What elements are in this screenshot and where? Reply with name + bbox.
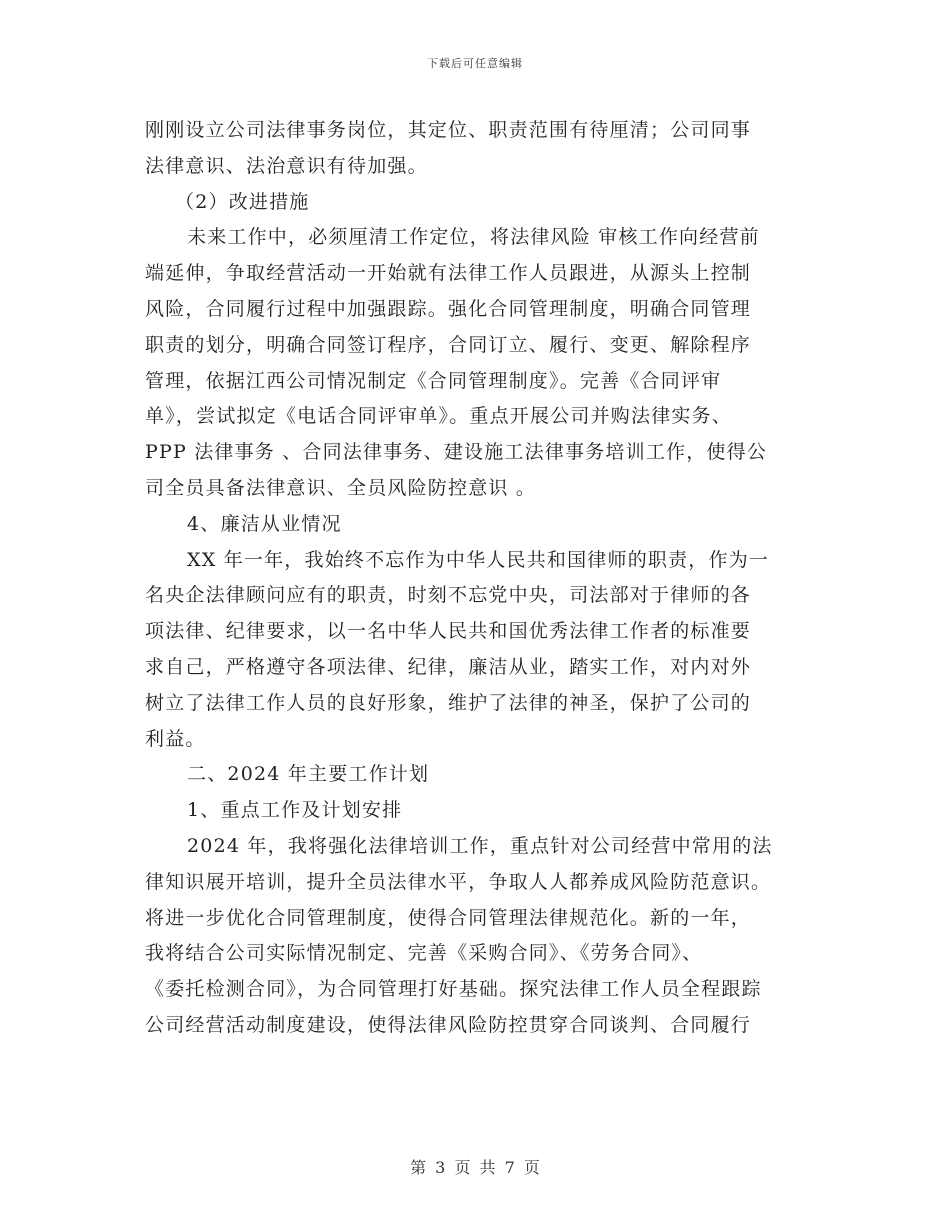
paragraph-line: 我将结合公司实际情况制定、完善《采购合同》、《劳务合同》、: [145, 942, 703, 965]
paragraph-line: 司全员具备法律意识、全员风险防控意识 。: [145, 476, 537, 499]
subsection-heading: （2）改进措施: [175, 190, 310, 213]
paragraph-line: 职责的划分，明确合同签订程序，合同订立、履行、变更、解除程序: [145, 333, 752, 356]
paragraph-line: 刚刚设立公司法律事务岗位，其定位、职责范围有待厘清；公司同事: [145, 119, 752, 141]
section-heading: 1、重点工作及计划安排: [187, 799, 403, 822]
section-heading: 二、2024 年主要工作计划: [187, 763, 430, 786]
page-header: 下载后可任意编辑: [427, 57, 523, 70]
paragraph-line: 端延伸，争取经营活动一开始就有法律工作人员跟进，从源头上控制: [145, 262, 752, 285]
paragraph-line: 未来工作中，必须厘清工作定位，将法律风险 审核工作向经营前: [187, 226, 760, 249]
paragraph-line: 单》，尝试拟定《电话合同评审单》。重点开展公司并购法律实务、: [145, 405, 733, 428]
paragraph-line: 法律意识、法治意识有待加强。: [145, 154, 428, 177]
paragraph-line: 树立了法律工作人员的良好形象，维护了法律的神圣，保护了公司的: [145, 691, 752, 714]
paragraph-line: 《委托检测合同》，为合同管理打好基础。探究法律工作人员全程跟踪: [145, 978, 762, 1001]
section-heading: 4、廉洁从业情况: [187, 512, 342, 535]
paragraph-line: 名央企法律顾问应有的职责，时刻不忘党中央，司法部对于律师的各: [145, 584, 752, 607]
paragraph-line: 律知识展开培训，提升全员法律水平，争取人人都养成风险防范意识。: [145, 870, 772, 893]
paragraph-line: 将进一步优化合同管理制度，使得合同管理法律规范化。新的一年，: [145, 906, 752, 929]
page-number-footer: 第 3 页 共 7 页: [410, 1158, 540, 1177]
paragraph-line: 风险，合同履行过程中加强跟踪。强化合同管理制度，明确合同管理: [145, 297, 752, 320]
paragraph-line: 2024 年，我将强化法律培训工作，重点针对公司经营中常用的法: [187, 834, 773, 857]
paragraph-line: PPP 法律事务 、合同法律事务、建设施工法律事务培训工作，使得公: [145, 441, 768, 464]
document-body: [145, 113, 805, 1044]
paragraph-line: 求自己，严格遵守各项法律、纪律，廉洁从业，踏实工作，对内对外: [145, 655, 752, 678]
paragraph-line: 利益。: [145, 727, 206, 750]
paragraph-line: XX 年一年，我始终不忘作为中华人民共和国律师的职责，作为一: [187, 548, 770, 571]
paragraph-line: 公司经营活动制度建设，使得法律风险防控贯穿合同谈判、合同履行: [145, 1013, 752, 1036]
paragraph-line: 管理，依据江西公司情况制定《合同管理制度》。完善《合同评审: [145, 369, 722, 392]
paragraph-line: 项法律、纪律要求，以一名中华人民共和国优秀法律工作者的标准要: [145, 620, 752, 643]
